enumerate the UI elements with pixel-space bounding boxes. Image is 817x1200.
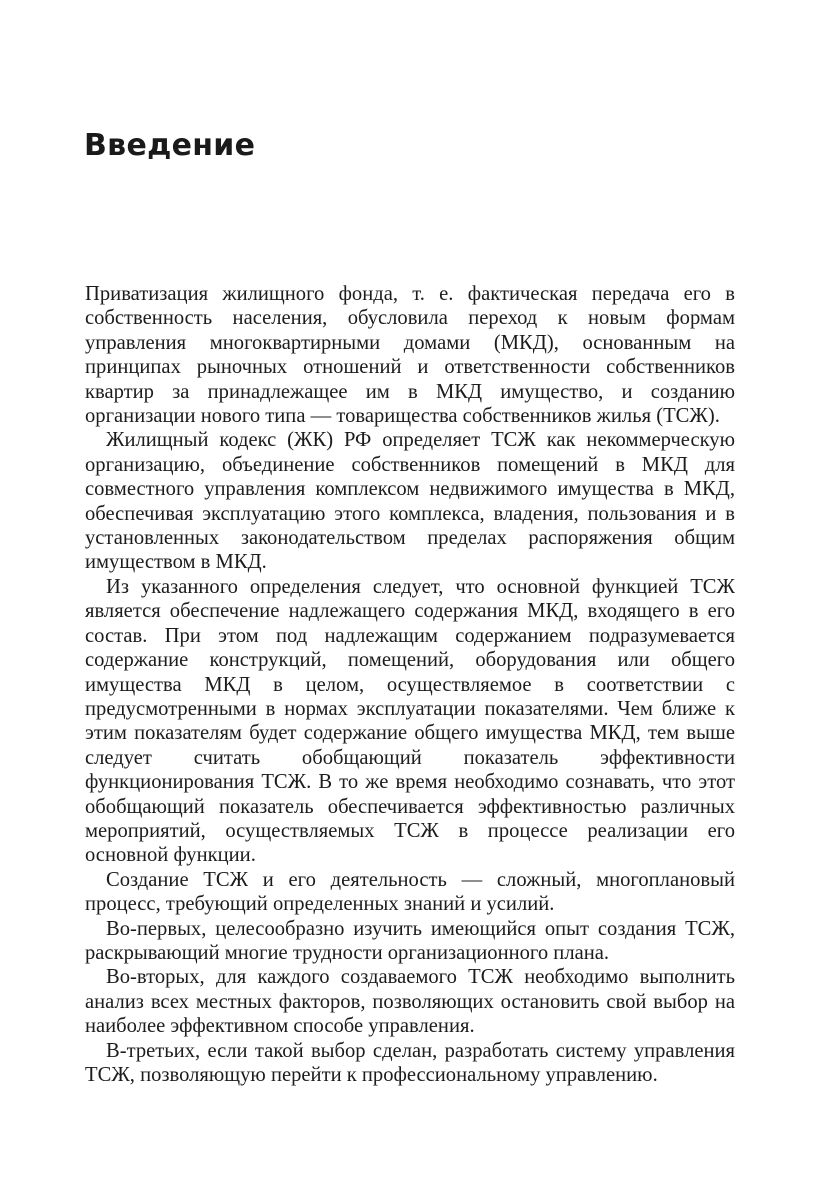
- body-text: [85, 282, 735, 1087]
- paragraph-creation: Создание ТСЖ и его деятельность — сложный, многоплановый процесс, требующий определенных знаний и усилий.: [85, 868, 735, 916]
- paragraph-firstly: Во-первых, целесообразно изучить имеющийся опыт создания ТСЖ, раскрывающий многие трудности организационного плана.: [85, 917, 735, 964]
- paragraph-privatization: Приватизация жилищного фонда, т. е. фактическая передача его в собственность населения, обусловила переход к новым формам управления многоквартирными домами (МКД), основанным на принципах рыночных отношений и ответственности собственников квартир за принадлежащее им в МКД имущество, и созданию организации нового типа — товарищества собственников жилья (ТСЖ).: [85, 283, 735, 428]
- paragraph-thirdly: В-третьих, если такой выбор сделан, разработать систему управления ТСЖ, позволяющую перейти к профессиональному управлению.: [85, 1039, 735, 1086]
- chapter-title: Введение: [84, 128, 256, 163]
- paragraph-main-function: Из указанного определения следует, что основной функцией ТСЖ является обеспечение надлежащего содержания МКД, входящего в его состав. При этом под надлежащим содержанием подразумевается содержание конструкций, помещений, оборудования или общего имущества МКД в целом, осуществляемое в соответствии с предусмотренными в нормах эксплуатации показателями. Чем ближе к этим показателям будет содержание общего имущества МКД, тем выше следует считать обобщающий показатель эффективности функционирования ТСЖ. В то же время необходимо сознавать, что этот обобщающий показатель обеспечивается эффективностью различных мероприятий, осуществляемых ТСЖ в процессе реализации его основной функции.: [85, 575, 735, 867]
- paragraph-housing-code: Жилищный кодекс (ЖК) РФ определяет ТСЖ как некоммерческую организацию, объединение собственников помещений в МКД для совместного управления комплексом недвижимого имущества в МКД, обеспечивая эксплуатацию этого комплекса, владения, пользования и в установленных законодательством пределах распоряжения общим имуществом в МКД.: [85, 429, 735, 574]
- paragraph-secondly: Во-вторых, для каждого создаваемого ТСЖ необходимо выполнить анализ всех местных факторов, позволяющих остановить свой выбор на наиболее эффективном способе управления.: [85, 966, 735, 1038]
